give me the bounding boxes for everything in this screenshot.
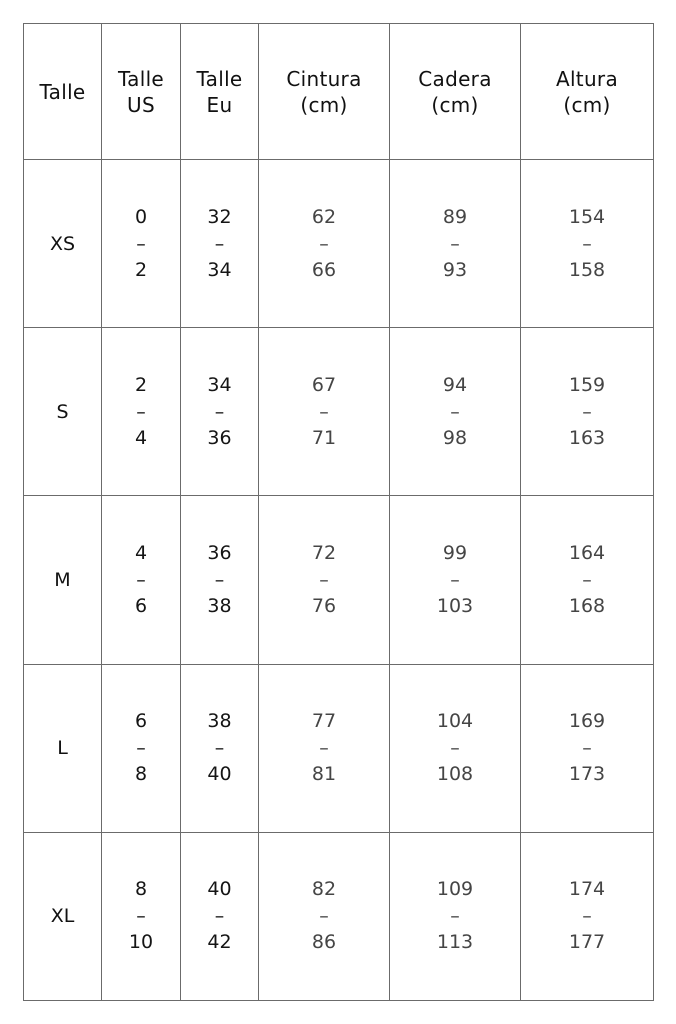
header-talle: Talle: [24, 24, 102, 160]
size-chart-table: [23, 23, 654, 1001]
table-row: [24, 160, 654, 328]
altura-range-cell: 169 – 173: [521, 664, 654, 832]
cintura-range-cell: 62 – 66: [259, 160, 390, 328]
table-row: [24, 664, 654, 832]
header-altura: Altura (cm): [521, 24, 654, 160]
us-range-cell: 2 – 4: [102, 328, 181, 496]
eu-range-cell: 32 – 34: [181, 160, 259, 328]
altura-range-cell: 174 – 177: [521, 832, 654, 1000]
cintura-range-cell: 82 – 86: [259, 832, 390, 1000]
us-range-cell: 4 – 6: [102, 496, 181, 664]
cadera-range-cell: 94 – 98: [390, 328, 521, 496]
eu-range-cell: 38 – 40: [181, 664, 259, 832]
table-row: [24, 832, 654, 1000]
size-cell: S: [24, 328, 102, 496]
cadera-range-cell: 99 – 103: [390, 496, 521, 664]
us-range-cell: 0 – 2: [102, 160, 181, 328]
eu-range-cell: 36 – 38: [181, 496, 259, 664]
size-cell: XS: [24, 160, 102, 328]
eu-range-cell: 34 – 36: [181, 328, 259, 496]
header-talle-us: Talle US: [102, 24, 181, 160]
altura-range-cell: 164 – 168: [521, 496, 654, 664]
us-range-cell: 8 – 10: [102, 832, 181, 1000]
cadera-range-cell: 89 – 93: [390, 160, 521, 328]
cadera-range-cell: 104 – 108: [390, 664, 521, 832]
size-cell: XL: [24, 832, 102, 1000]
cintura-range-cell: 67 – 71: [259, 328, 390, 496]
cadera-range-cell: 109 – 113: [390, 832, 521, 1000]
eu-range-cell: 40 – 42: [181, 832, 259, 1000]
table-row: [24, 496, 654, 664]
cintura-range-cell: 72 – 76: [259, 496, 390, 664]
header-talle-eu: Talle Eu: [181, 24, 259, 160]
us-range-cell: 6 – 8: [102, 664, 181, 832]
size-cell: M: [24, 496, 102, 664]
cintura-range-cell: 77 – 81: [259, 664, 390, 832]
table-row: [24, 328, 654, 496]
altura-range-cell: 159 – 163: [521, 328, 654, 496]
header-row: [24, 24, 654, 160]
altura-range-cell: 154 – 158: [521, 160, 654, 328]
header-cadera: Cadera (cm): [390, 24, 521, 160]
header-cintura: Cintura (cm): [259, 24, 390, 160]
size-cell: L: [24, 664, 102, 832]
